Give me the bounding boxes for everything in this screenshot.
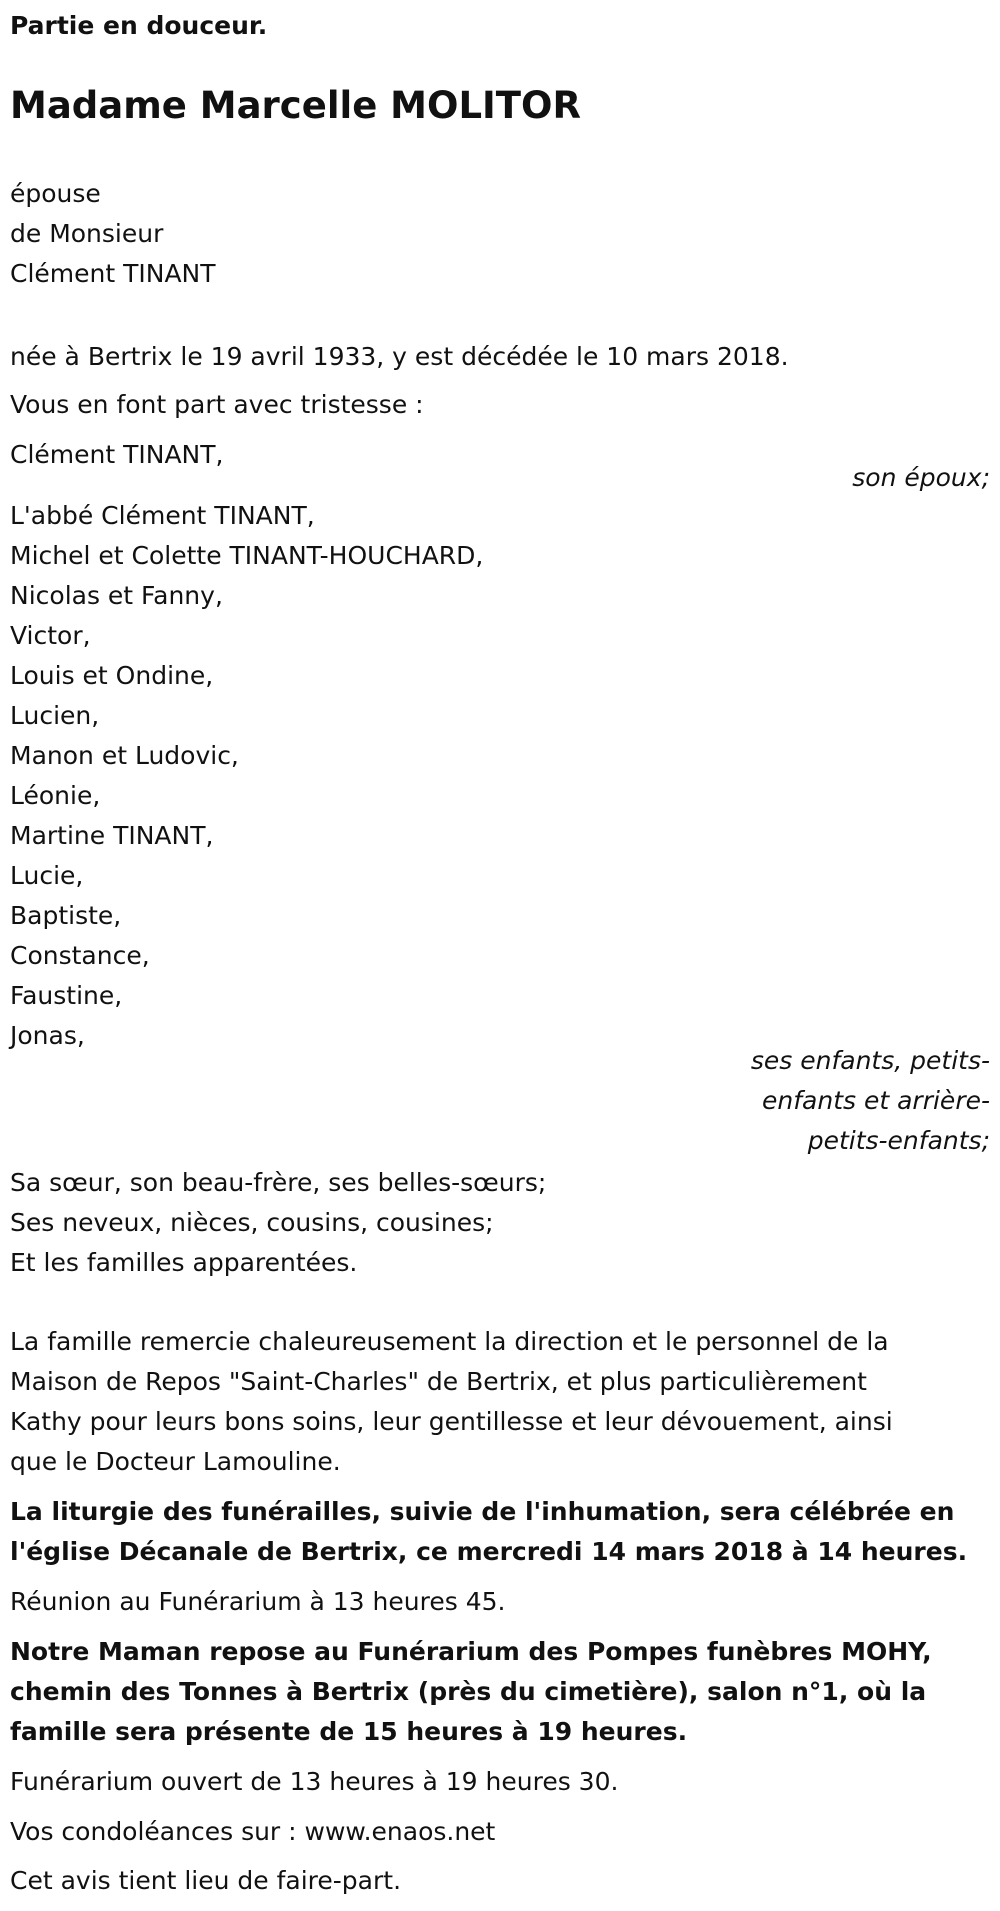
list-item: Nicolas et Fanny,: [10, 581, 223, 610]
spouse-line: Clément TINANT: [10, 259, 216, 288]
paragraph-line: La famille remercie chaleureusement la direction et le personnel de la: [10, 1327, 889, 1356]
thanks-paragraph: [10, 1322, 990, 1482]
spouse-block: [10, 174, 990, 294]
liturgy-paragraph: [10, 1492, 990, 1572]
paragraph-line: Notre Maman repose au Funérarium des Pompes funèbres MOHY,: [10, 1637, 932, 1666]
list-item: Et les familles apparentées.: [10, 1248, 358, 1277]
role-line: ses enfants, petits-: [750, 1046, 990, 1075]
list-item: Michel et Colette TINANT-HOUCHARD,: [10, 541, 484, 570]
spouse-line: épouse: [10, 179, 101, 208]
paragraph-line: l'église Décanale de Bertrix, ce mercredi 14 mars 2018 à 14 heures.: [10, 1537, 968, 1566]
list-item: Lucien,: [10, 701, 100, 730]
paragraph-line: Maison de Repos "Saint-Charles" de Bertrix, et plus particulièrement: [10, 1367, 867, 1396]
list-item: Baptiste,: [10, 901, 122, 930]
list-item: Martine TINANT,: [10, 821, 214, 850]
role-line: enfants et arrière-: [762, 1086, 990, 1115]
list-item: Manon et Ludovic,: [10, 741, 239, 770]
spouse-entry: Clément TINANT,: [10, 440, 224, 469]
children-list: [10, 496, 990, 1056]
list-item: Lucie,: [10, 861, 84, 890]
list-item: Ses neveux, nièces, cousins, cousines;: [10, 1208, 494, 1237]
paragraph-line: Kathy pour leurs bons soins, leur gentillesse et leur dévouement, ainsi: [10, 1407, 893, 1436]
closing-line: Cet avis tient lieu de faire-part.: [10, 1866, 402, 1895]
list-item: L'abbé Clément TINANT,: [10, 501, 315, 530]
paragraph-line: que le Docteur Lamouline.: [10, 1447, 341, 1476]
list-item: Faustine,: [10, 981, 123, 1010]
birth-death-line: née à Bertrix le 19 avril 1933, y est décédée le 10 mars 2018.: [10, 342, 789, 371]
meeting-line: Réunion au Funérarium à 13 heures 45.: [10, 1587, 506, 1616]
relatives-list: [10, 1163, 990, 1283]
list-item: Léonie,: [10, 781, 101, 810]
announcement-line: Vous en font part avec tristesse :: [10, 390, 424, 419]
paragraph-line: famille sera présente de 15 heures à 19 heures.: [10, 1717, 688, 1746]
spouse-line: de Monsieur: [10, 219, 164, 248]
list-item: Victor,: [10, 621, 91, 650]
paragraph-line: La liturgie des funérailles, suivie de l'inhumation, sera célébrée en: [10, 1497, 955, 1526]
list-item: Sa sœur, son beau-frère, ses belles-sœurs;: [10, 1168, 547, 1197]
list-item: Jonas,: [10, 1021, 85, 1050]
children-role: [751, 1041, 990, 1161]
condolences-line: Vos condoléances sur : www.enaos.net: [10, 1817, 496, 1846]
list-item: Constance,: [10, 941, 150, 970]
paragraph-line: chemin des Tonnes à Bertrix (près du cimetière), salon n°1, où la: [10, 1677, 927, 1706]
deceased-name: Madame Marcelle MOLITOR: [10, 84, 581, 127]
rest-paragraph: [10, 1632, 990, 1752]
list-item: Louis et Ondine,: [10, 661, 214, 690]
tagline: Partie en douceur.: [10, 11, 268, 40]
spouse-role: son époux;: [852, 463, 990, 492]
hours-line: Funérarium ouvert de 13 heures à 19 heures 30.: [10, 1767, 619, 1796]
role-line: petits-enfants;: [807, 1126, 990, 1155]
